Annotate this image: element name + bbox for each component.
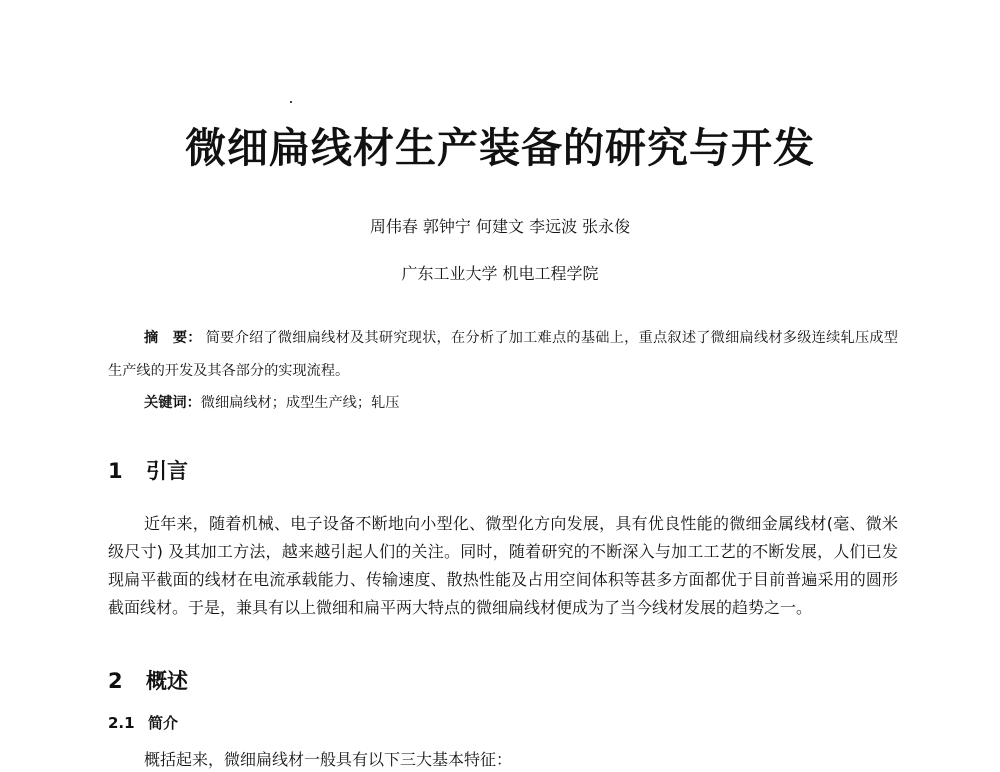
subsection-heading-brief	[108, 711, 178, 735]
abstract-text: 简要介绍了微细扁线材及其研究现状，在分析了加工难点的基础上，重点叙述了微细扁线材多级连续轧压成型生产线的开发及其各部分的实现流程。	[108, 330, 898, 379]
section-heading-introduction	[108, 456, 188, 486]
section-heading-overview	[108, 666, 188, 696]
author-list: 周伟春 郭钟宁 何建文 李远波 张永俊	[369, 217, 631, 236]
section-number: 1	[108, 459, 123, 483]
body-text-cutoff: 概括起来，微细扁线材一般具有以下三大基本特征：	[144, 750, 513, 769]
scan-speck	[290, 101, 292, 103]
author-affiliation: 广东工业大学 机电工程学院	[401, 264, 599, 283]
section-title: 引言	[146, 459, 188, 483]
paper-title: 微细扁线材生产装备的研究与开发	[185, 124, 815, 172]
keywords-text: 微细扁线材；成型生产线；轧压	[200, 395, 400, 411]
section-title: 概述	[146, 669, 188, 693]
introduction-paragraph: 近年来，随着机械、电子设备不断地向小型化、微型化方向发展，具有优良性能的微细金属线材(毫、微米级尺寸) 及其加工方法，越来越引起人们的关注。同时，随着研究的不断深入与加工工艺的不断发展，人们已发现扁平截面的线材在电流承载能力、传输速度、散热性能及占用空间体积等甚多方面都优于目前普遍采用的圆形截面线材。于是，兼具有以上微细和扁平两大特点的微细扁线材便成为了当今线材发展的趋势之一。	[108, 514, 898, 617]
abstract-label: 摘 要：	[144, 330, 202, 346]
subsection-title: 简介	[148, 714, 179, 732]
section-number: 2	[108, 669, 123, 693]
keywords	[144, 389, 904, 417]
keywords-label: 关键词：	[144, 395, 201, 411]
abstract	[108, 322, 898, 388]
subsection-number: 2.1	[108, 714, 135, 732]
